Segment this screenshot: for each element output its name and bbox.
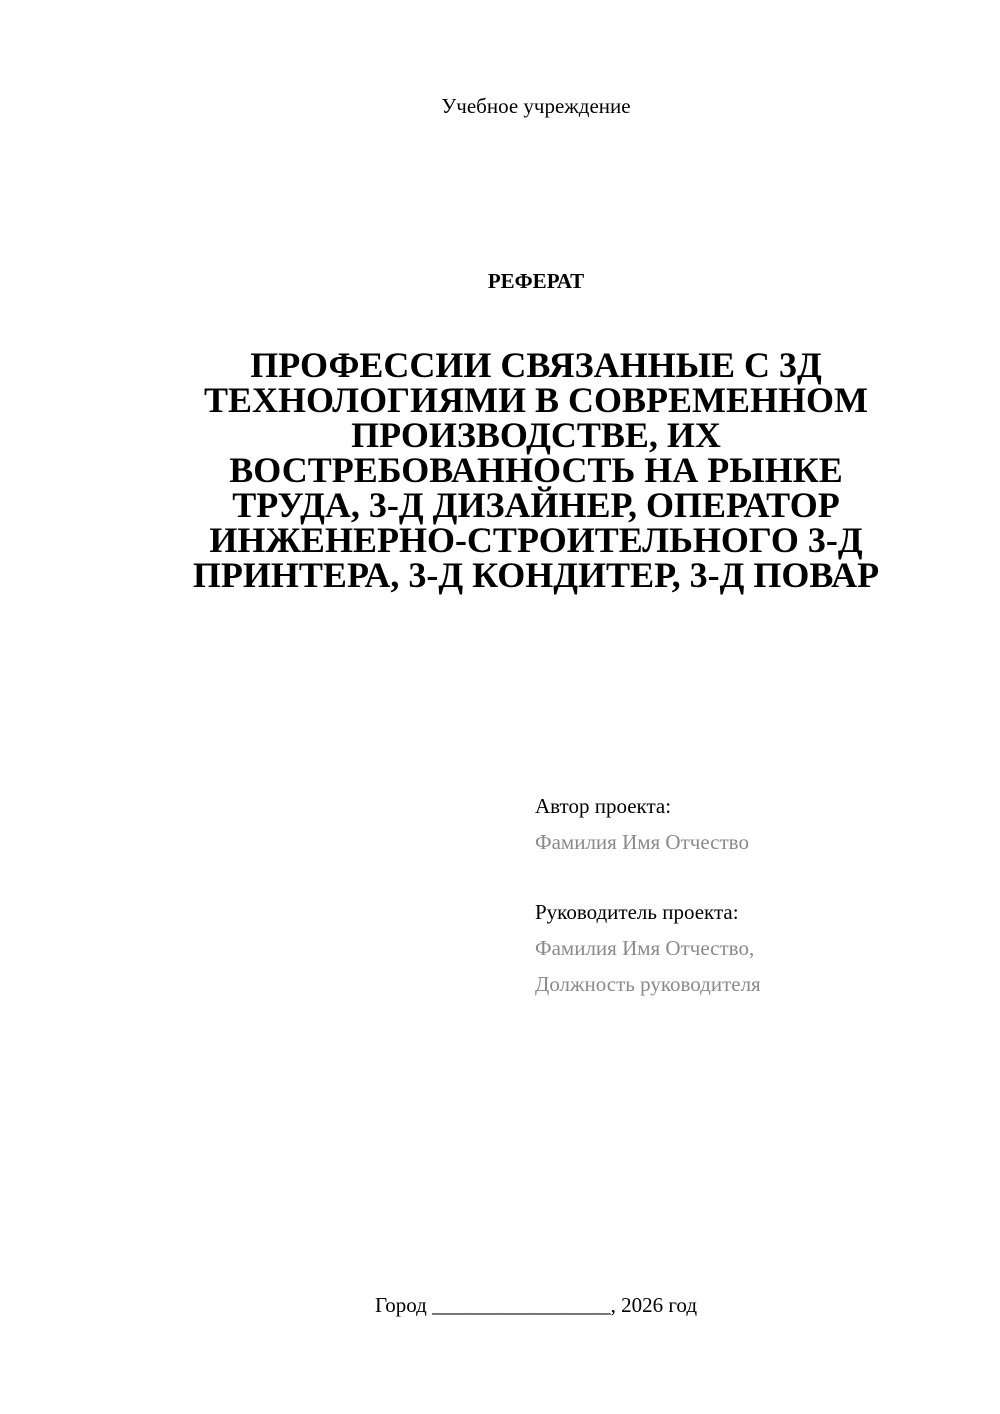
supervisor-name: Фамилия Имя Отчество, xyxy=(535,936,755,960)
topic-line: ПРОФЕССИИ СВЯЗАННЫЕ С 3Д xyxy=(250,345,822,385)
credits-spacer xyxy=(535,860,975,894)
topic-line: ПРИНТЕРА, 3-Д КОНДИТЕР, 3-Д ПОВАР xyxy=(192,555,880,595)
topic-line: ПРОИЗВОДСТВЕ, ИХ xyxy=(351,415,721,455)
city-year-line: Город _________________, 2026 год xyxy=(374,1293,698,1317)
topic-line: ТЕХНОЛОГИЯМИ В СОВРЕМЕННОМ xyxy=(204,380,868,420)
topic-line: ВОСТРЕБОВАННОСТЬ НА РЫНКЕ xyxy=(229,450,843,490)
author-label: Автор проекта: xyxy=(535,794,672,818)
document-type: РЕФЕРАТ xyxy=(487,269,585,293)
supervisor-position: Должность руководителя xyxy=(535,972,761,996)
topic-line: ТРУДА, 3-Д ДИЗАЙНЕР, ОПЕРАТОР xyxy=(232,485,840,525)
institution-name: Учебное учреждение xyxy=(441,94,631,118)
author-name: Фамилия Имя Отчество xyxy=(535,830,749,854)
topic-line: ИНЖЕНЕРНО-СТРОИТЕЛЬНОГО 3-Д xyxy=(209,520,863,560)
document-topic xyxy=(140,345,932,595)
credits-block xyxy=(535,788,975,1002)
supervisor-label: Руководитель проекта: xyxy=(535,900,739,924)
